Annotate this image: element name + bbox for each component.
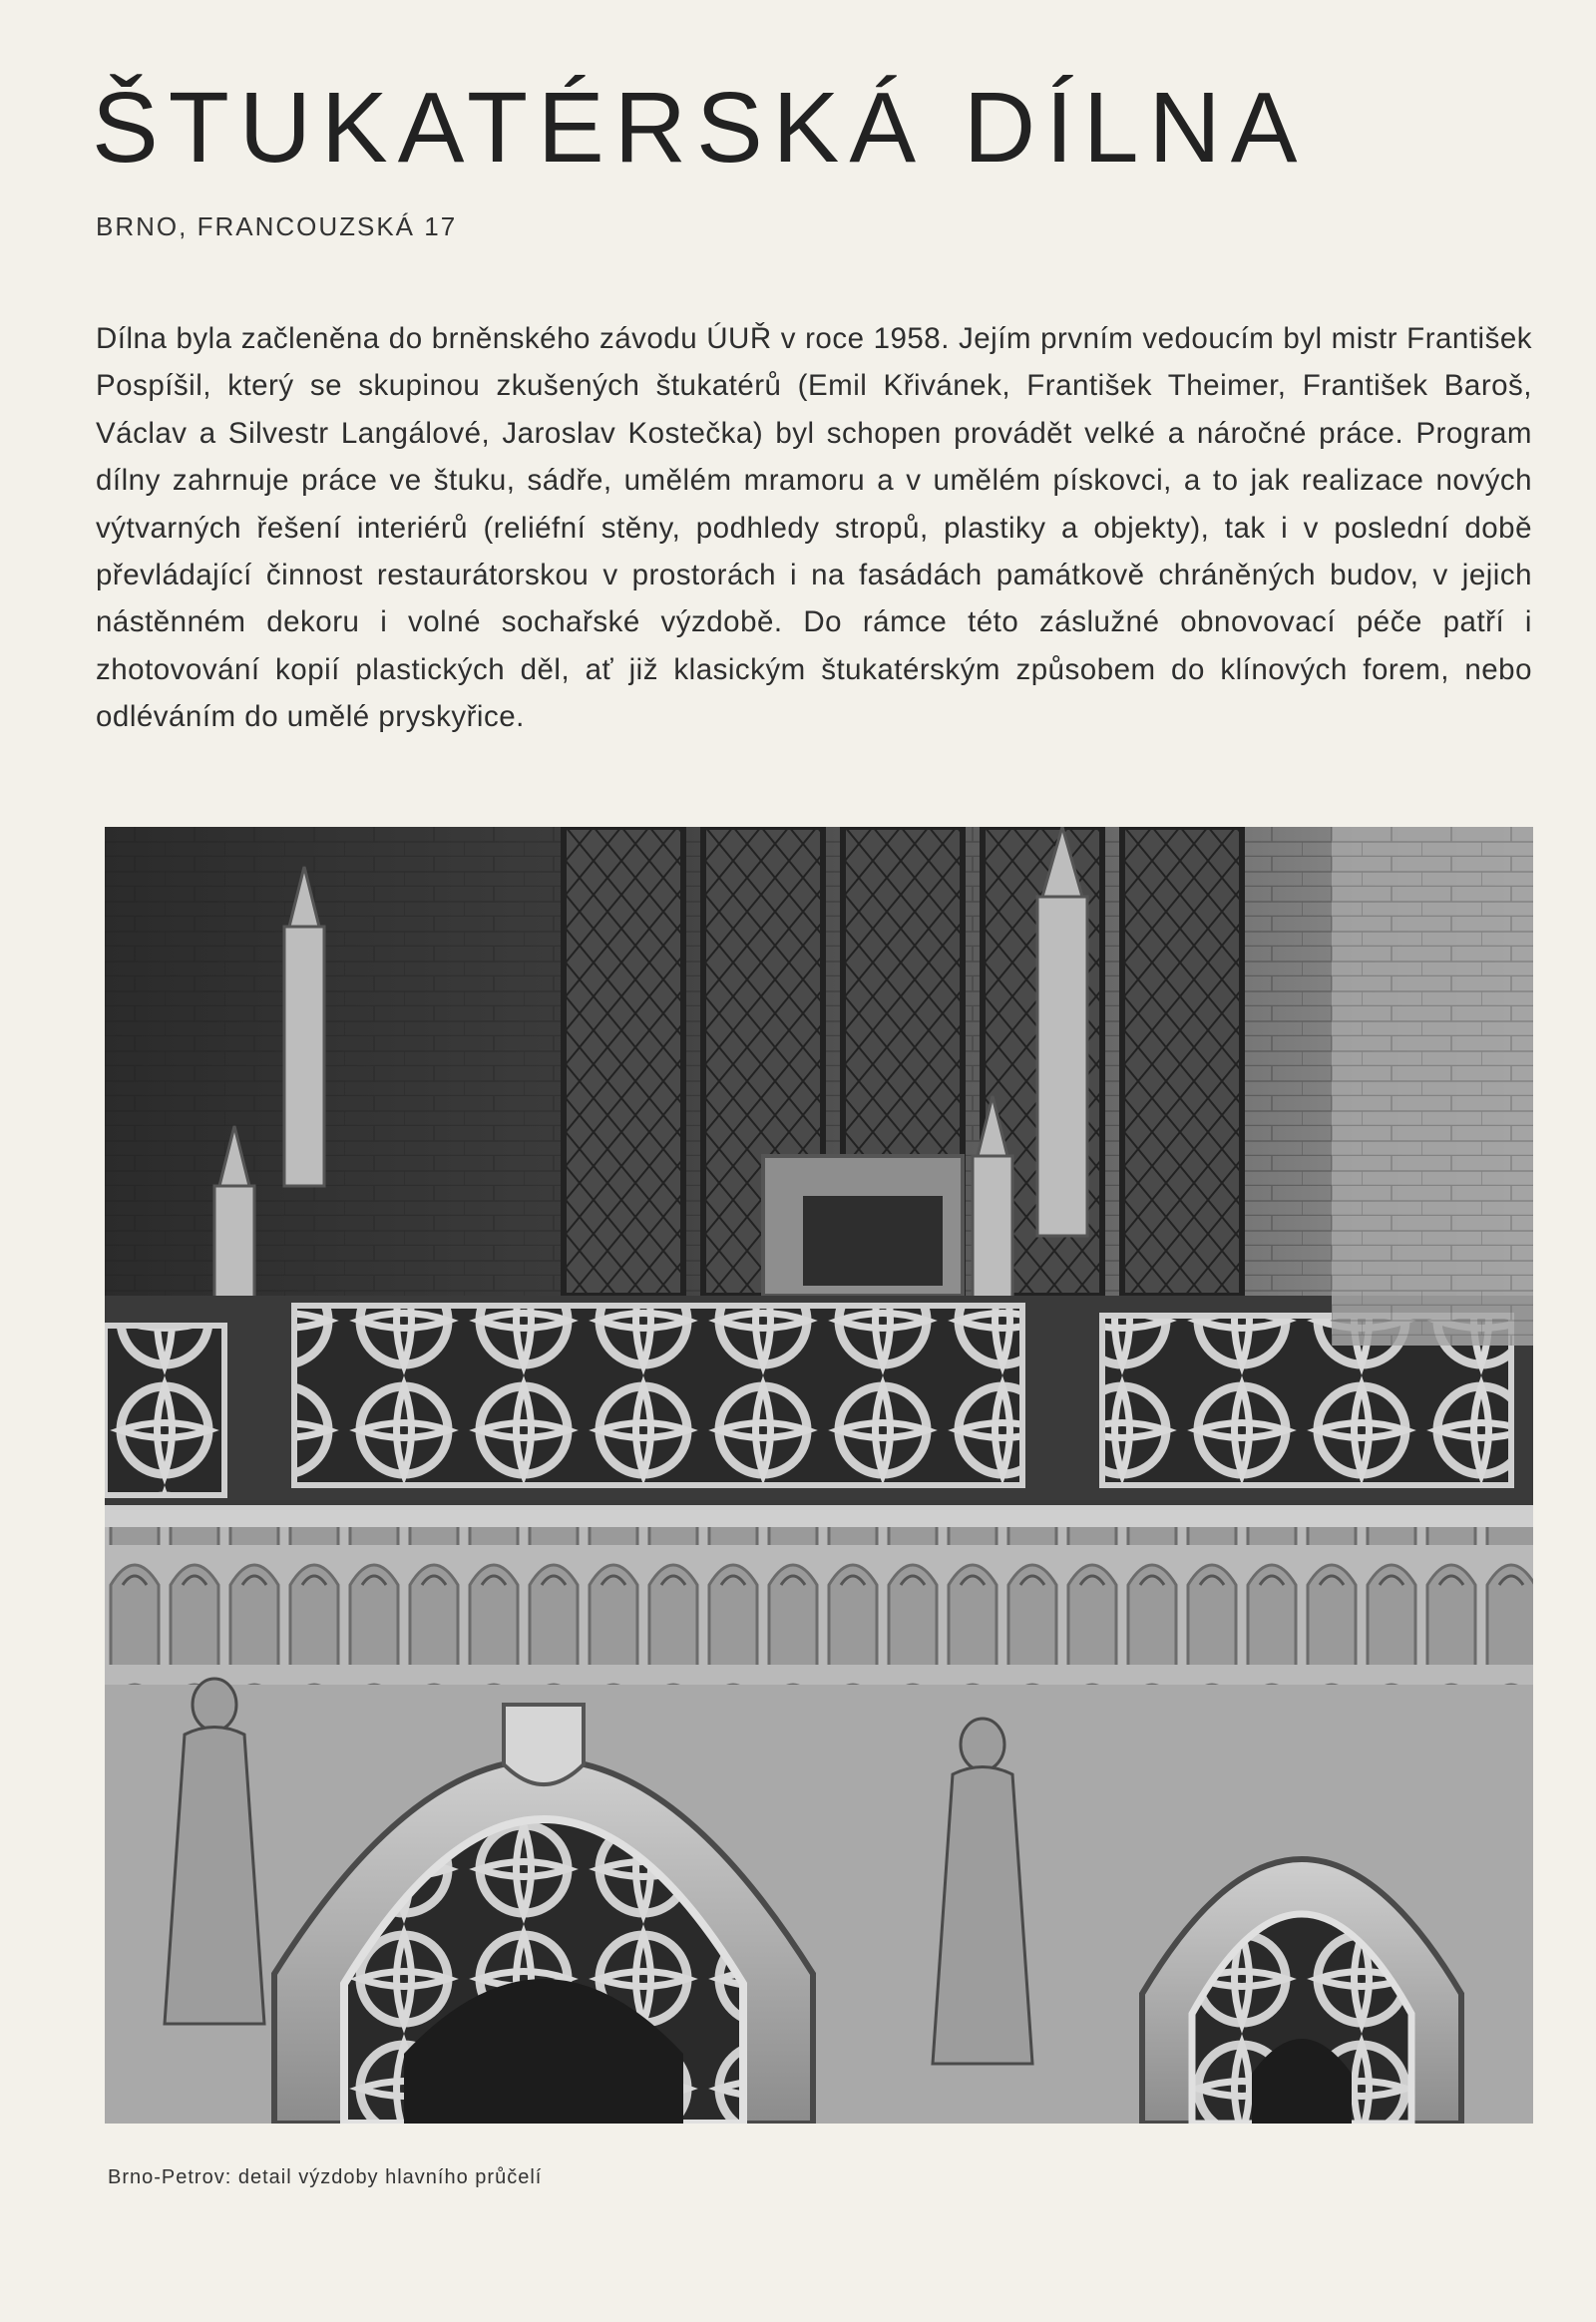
page-subtitle: BRNO, FRANCOUZSKÁ 17: [96, 211, 458, 241]
page-title: ŠTUKATÉRSKÁ DÍLNA: [92, 72, 1308, 184]
cathedral-photo: [105, 827, 1533, 2124]
photo-caption: Brno-Petrov: detail výzdoby hlavního průčelí: [108, 2166, 543, 2188]
body-paragraph: Dílna byla začleněna do brněnského závodu ÚUŘ v roce 1958. Jejím prvním vedoucím byl mistr František Pospíšil, který se skupinou zkušených štukatérů (Emil Křivánek, František Theimer, František Baroš, Václav a Silvestr Langálové, Jaroslav Kostečka) byl schopen provádět velké a náročné práce. Program dílny zahrnuje práce ve štuku, sádře, umělém mramoru a v umělém pískovci, a to jak realizace nových výtvarných řešení interiérů (reliéfní stěny, podhledy stropů, plastiky a objekty), tak i v poslední době převládající činnost restaurátorskou v prostorách i na fasádách památkově chráněných budov, v jejich nástěnném dekoru i volné sochařské výzdobě. Do rámce této záslužné obnovovací péče patří i zhotovování kopií plastických děl, ať již klasickým štukatérským způsobem do klínových forem, nebo odléváním do umělé pryskyřice.: [96, 322, 1532, 734]
gothic-portal-illustration: [105, 827, 1533, 2124]
